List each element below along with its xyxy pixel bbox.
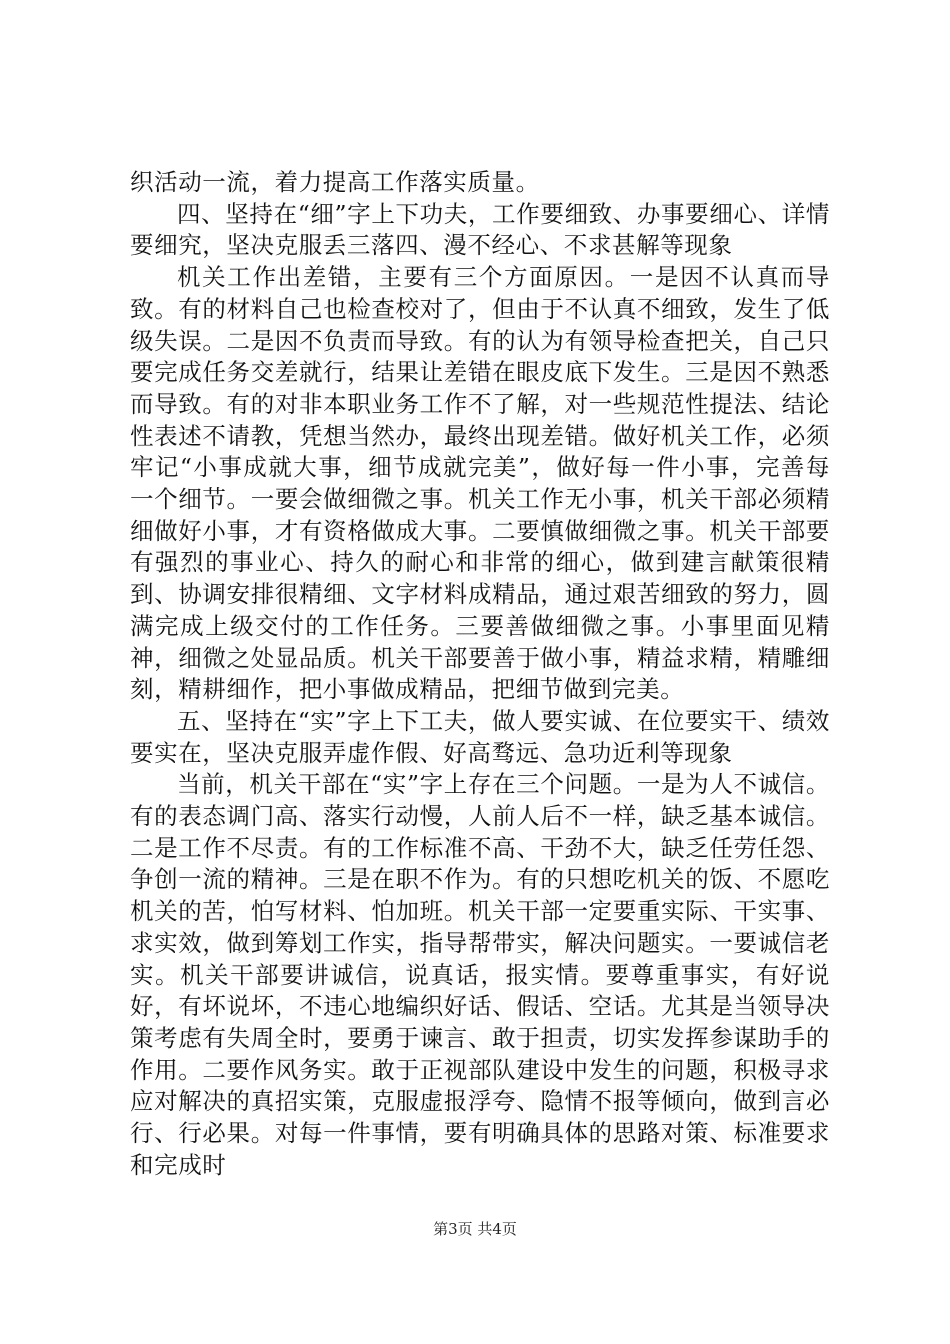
- document-body: [130, 167, 830, 1182]
- paragraph-section-4: 机关工作出差错，主要有三个方面原因。一是因不认真而导致。有的材料自己也检查校对了，但由于不认真不细致，发生了低级失误。二是因不负责而导致。有的认为有领导检查把关，自己只要完成任务交差就行，结果让差错在眼皮底下发生。三是因不熟悉而导致。有的对非本职业务工作不了解，对一些规范性提法、结论性表述不请教，凭想当然办，最终出现差错。做好机关工作，必须牢记“小事成就大事，细节成就完美”，做好每一件小事，完善每一个细节。一要会做细微之事。机关工作无小事，机关干部必须精细做好小事，才有资格做成大事。二要慎做细微之事。机关干部要有强烈的事业心、持久的耐心和非常的细心，做到建言献策很精到、协调安排很精细、文字材料成精品，通过艰苦细致的努力，圆满完成上级交付的工作任务。三要善做细微之事。小事里面见精神，细微之处显品质。机关干部要善于做小事，精益求精，精雕细刻，精耕细作，把小事做成精品，把细节做到完美。: [130, 263, 830, 704]
- section-heading-5: 五、坚持在“实”字上下工夫，做人要实诚、在位要实干、绩效要实在，坚决克服弄虚作假、好高骛远、急功近利等现象: [130, 706, 830, 767]
- paragraph-section-5: 当前，机关干部在“实”字上存在三个问题。一是为人不诚信。有的表态调门高、落实行动慢，人前人后不一样，缺乏基本诚信。二是工作不尽责。有的工作标准不高、干劲不大，缺乏任劳任怨、争创一流的精神。三是在职不作为。有的只想吃机关的饭、不愿吃机关的苦，怕写材料、怕加班。机关干部一定要重实际、干实事、求实效，做到筹划工作实，指导帮带实，解决问题实。一要诚信老实。机关干部要讲诚信，说真话，报实情。要尊重事实，有好说好，有坏说坏，不违心地编织好话、假话、空话。尤其是当领导决策考虑有失周全时，要勇于谏言、敢于担责，切实发挥参谋助手的作用。二要作风务实。敢于正视部队建设中发生的问题，积极寻求应对解决的真招实策，克服虚报浮夸、隐情不报等倾向，做到言必行、行必果。对每一件事情，要有明确具体的思路对策、标准要求和完成时: [130, 770, 830, 1179]
- paragraph-continuation: 织活动一流，着力提高工作落实质量。: [130, 168, 540, 196]
- section-heading-4: 四、坚持在“细”字上下功夫，工作要细致、办事要细心、详情要细究，坚决克服丢三落四、漫不经心、不求甚解等现象: [130, 199, 830, 260]
- page-number-footer: 第3页 共4页: [433, 1220, 517, 1238]
